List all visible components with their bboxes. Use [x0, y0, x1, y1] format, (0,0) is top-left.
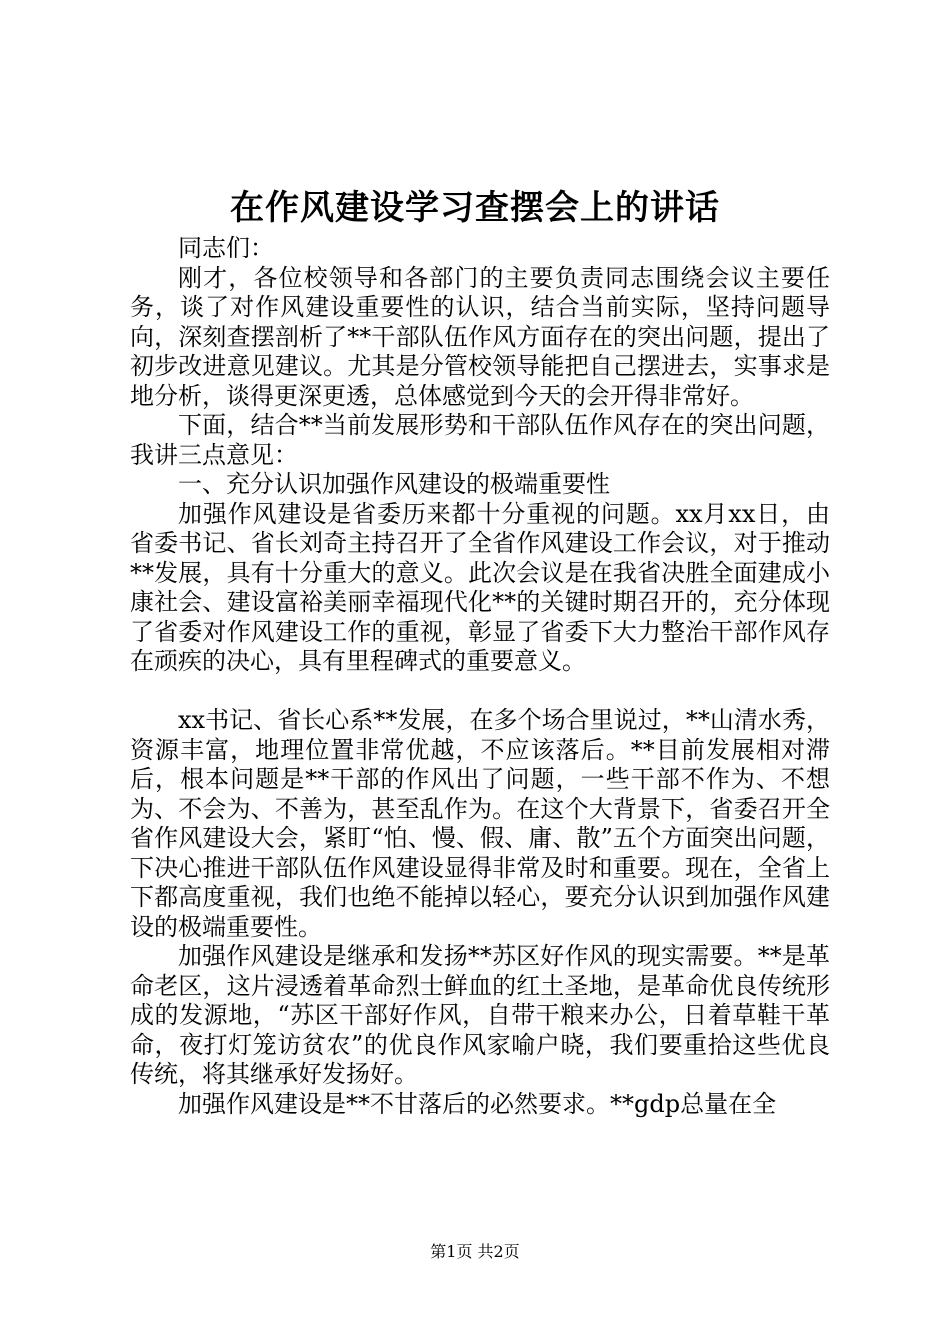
body-paragraph: xx书记、省长心系**发展，在多个场合里说过，**山清水秀，资源丰富，地理位置非常优越，不应该落后。**目前发展相对滞后，根本问题是**干部的作风出了问题，一些干部不作为、不想为、不会为、不善为，甚至乱作为。在这个大背景下，省委召开全省作风建设大会，紧盯“怕、慢、假、庸、散”五个方面突出问题，下决心推进干部队伍作风建设显得非常及时和重要。现在，全省上下都高度重视，我们也绝不能掉以轻心，要充分认识到加强作风建设的极端重要性。 [130, 706, 830, 941]
section-heading: 一、充分认识加强作风建设的极端重要性 [178, 470, 610, 498]
body-paragraph: 加强作风建设是**不甘落后的必然要求。**gdp总量在全 [178, 1089, 777, 1118]
body-paragraph: 加强作风建设是继承和发扬**苏区好作风的现实需要。**是革命老区，这片浸透着革命烈士鲜血的红土圣地，是革命优良传统形成的发源地，“苏区干部好作风，自带干粮来办公，日着草鞋干革命，夜打灯笼访贫农”的优良作风家喻户晓，我们要重拾这些优良传统，将其继承好发扬好。 [130, 942, 830, 1088]
body-paragraph: 刚才，各位校领导和各部门的主要负责同志围绕会议主要任务，谈了对作风建设重要性的认识，结合当前实际，坚持问题导向，深刻查摆剖析了**干部队伍作风方面存在的突出问题，提出了初步改进意见建议。尤其是分管校领导能把自己摆进去，实事求是地分析，谈得更深更透，总体感觉到今天的会开得非常好。 [130, 263, 830, 410]
body-paragraph: 加强作风建设是省委历来都十分重视的问题。xx月xx日，由省委书记、省长刘奇主持召开了全省作风建设工作会议，对于推动**发展，具有十分重大的意义。此次会议是在我省决胜全面建成小康社会、建设富裕美丽幸福现代化**的关键时期召开的，充分体现了省委对作风建设工作的重视，彰显了省委下大力整治干部作风存在顽疾的决心，具有里程碑式的重要意义。 [130, 499, 830, 675]
document-body [130, 234, 830, 1119]
document-title: 在作风建设学习查摆会上的讲话 [230, 188, 720, 228]
page-footer: 第1页 共2页 [430, 1242, 520, 1261]
salutation-paragraph: 同志们： [178, 234, 274, 262]
body-paragraph: 下面，结合**当前发展形势和干部队伍作风存在的突出问题，我讲三点意见： [130, 411, 830, 469]
